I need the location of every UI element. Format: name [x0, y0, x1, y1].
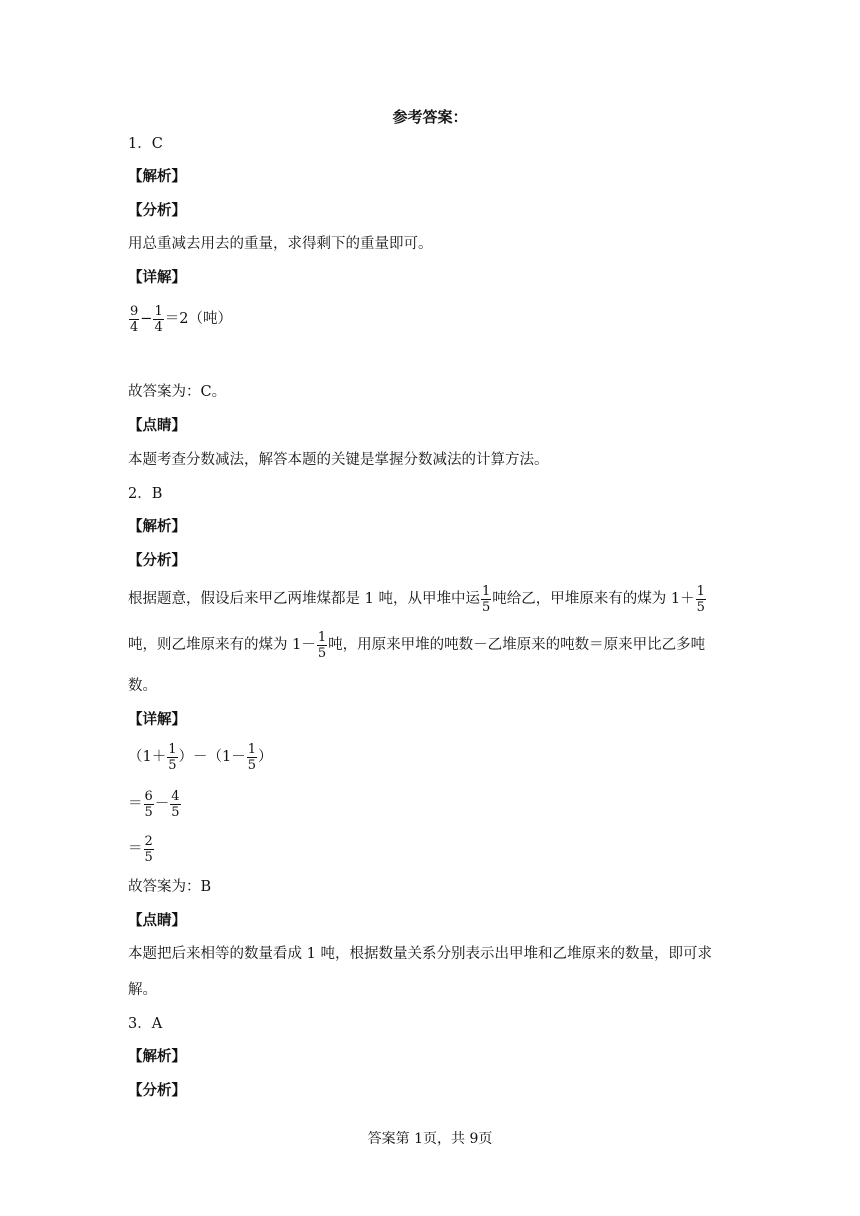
fraction: $\frac{1}{5}$ — [168, 741, 177, 773]
fraction: $\frac{9}{4}$ — [130, 303, 139, 335]
q1-jiexi-label: 【解析】 — [128, 168, 186, 185]
q2-comment-line-1: 本题把后来相等的数量看成 1 吨，根据数量关系分别表示出甲堆和乙堆原来的数量，即可求 — [128, 946, 712, 962]
fraction: $\frac{1}{5}$ — [247, 741, 257, 773]
q2-dianjing-label: 【点睛】 — [128, 912, 186, 929]
q1-dianjing-label: 【点睛】 — [128, 417, 186, 434]
fraction: $\frac{6}{5}$ — [144, 788, 153, 820]
q3-fenxi-label: 【分析】 — [128, 1082, 186, 1099]
q1-xiangjie-label: 【详解】 — [128, 269, 186, 286]
q2-xiangjie-label: 【详解】 — [128, 711, 186, 728]
fraction: $\frac{4}{5}$ — [171, 788, 180, 820]
q2-answer: 故答案为：B — [128, 879, 212, 895]
q2-analysis-line-3: 数。 — [128, 678, 157, 694]
q1-equation: $\frac{9}{4}$ − $\frac{1}{4}$ ＝2（吨） — [130, 303, 232, 335]
fraction: $\frac{1}{5}$ — [317, 629, 327, 661]
q2-analysis-line-2: 吨，则乙堆原来有的煤为 1－ $\frac{1}{5}$ 吨，用原来甲堆的吨数－乙堆原来的吨数＝原来甲比乙多吨 — [128, 629, 706, 661]
q2-step-3: ＝ $\frac{2}{5}$ — [128, 833, 153, 865]
fraction: $\frac{1}{4}$ — [154, 303, 163, 335]
fraction: $\frac{1}{5}$ — [481, 583, 491, 615]
q1-heading: 1．C — [128, 136, 163, 152]
q1-answer: 故答案为：C。 — [128, 384, 227, 400]
page-footer: 答案第 1页，共 9页 — [367, 1131, 493, 1147]
q1-fenxi-label: 【分析】 — [128, 202, 186, 219]
page-title: 参考答案： — [392, 108, 468, 126]
q2-heading: 2．B — [128, 486, 163, 502]
q3-jiexi-label: 【解析】 — [128, 1048, 186, 1065]
q2-comment-line-2: 解。 — [128, 982, 157, 998]
q3-heading: 3．A — [128, 1016, 163, 1032]
q2-step-1: （1＋ $\frac{1}{5}$ ）－（1－ $\frac{1}{5}$ ） — [128, 741, 273, 773]
q2-step-2: ＝ $\frac{6}{5}$ － $\frac{4}{5}$ — [128, 788, 180, 820]
fraction: $\frac{1}{5}$ — [696, 583, 705, 615]
q2-fenxi-label: 【分析】 — [128, 552, 186, 569]
q1-comment: 本题考查分数减法，解答本题的关键是掌握分数减法的计算方法。 — [128, 452, 549, 468]
fraction: $\frac{2}{5}$ — [144, 833, 153, 865]
q1-analysis: 用总重减去用去的重量，求得剩下的重量即可。 — [128, 236, 433, 252]
q2-jiexi-label: 【解析】 — [128, 518, 186, 535]
q2-analysis-line-1: 根据题意，假设后来甲乙两堆煤都是 1 吨，从甲堆中运 $\frac{1}{5}$ 吨给乙，甲堆原来有的煤为 1＋ $\frac{1}{5}$ — [128, 583, 705, 615]
